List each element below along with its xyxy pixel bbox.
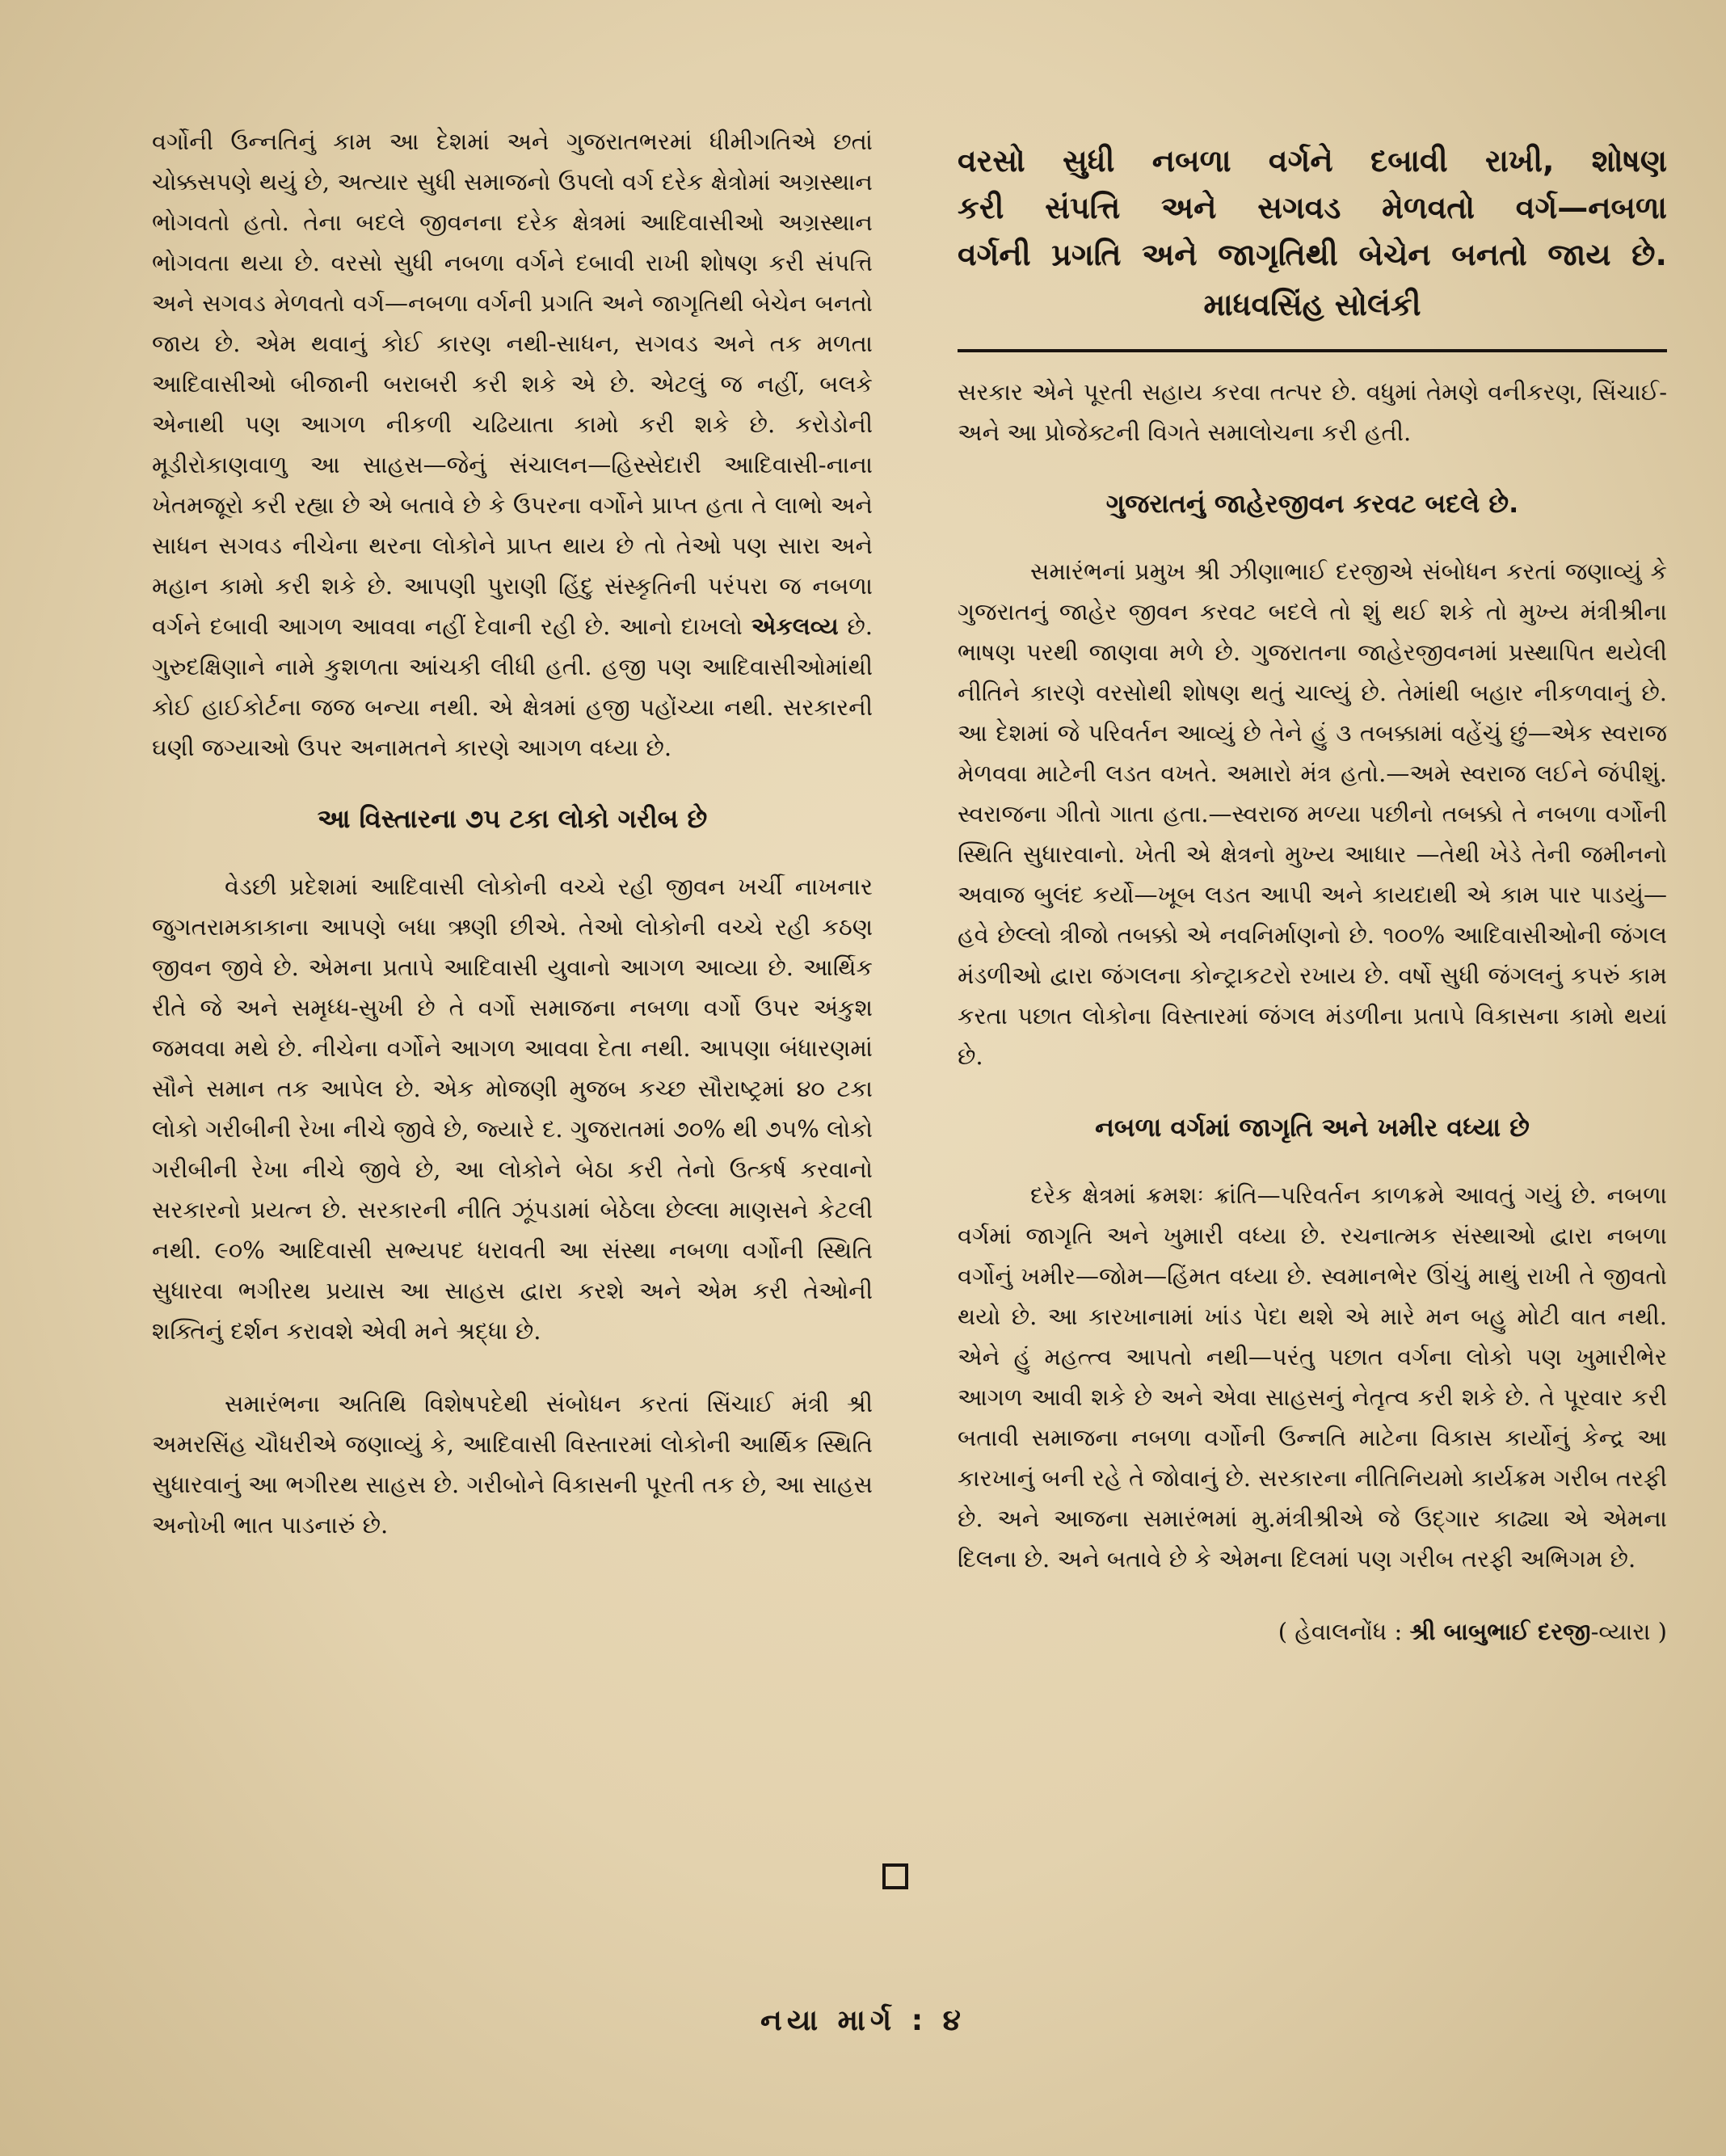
- pull-quote-line-1: વરસો સુધી નબળા વર્ગને દબાવી રાખી, શોષણ: [958, 143, 1667, 179]
- right-column: [958, 121, 1667, 1652]
- left-paragraph-1-tail: છે. ગુરુદક્ષિણાને નામે કુશળતા આંચકી લીધી હતી. હજી પણ આદિવાસીઓમાંથી કોઈ હાઈકોર્ટના જજ બન્યા નથી. એ ક્ષેત્રમાં હજી પહોંચ્યા નથી. સરકારની ઘણી જગ્યાઓ ઉપર અનામતને કારણે આગળ વધ્યા છે.: [152, 613, 874, 761]
- left-column: [152, 121, 873, 1545]
- left-paragraph-3: સમારંભના અતિથિ વિશેષપદેથી સંબોધન કરતાં સિંચાઈ મંત્રી શ્રી અમરસિંહ ચૌધરીએ જણાવ્યું કે, આદિવાસી વિસ્તારમાં લોકોની આર્થિક સ્થિતિ સુધારવાનું આ ભગીરથ સાહસ છે. ગરીબોને વિકાસની પૂરતી તક છે, આ સાહસ અનોખી ભાત પાડનારું છે.: [152, 1390, 873, 1539]
- credit-name: શ્રી બાબુભાઈ દરજી: [1409, 1618, 1591, 1645]
- credit-suffix: -વ્યારા ): [1590, 1618, 1667, 1645]
- eklavya-highlight: એકલવ્ય: [751, 613, 839, 640]
- page-footer: નયા માર્ગ : ૪: [760, 2004, 966, 2037]
- pull-quote: [958, 121, 1667, 352]
- right-subheading-1: ગુજરાતનું જાહેરજીવન કરવટ બદલે છે.: [1105, 488, 1519, 519]
- pull-quote-line-2: કરી સંપત્તિ અને સગવડ મેળવતો વર્ગ—નબળા: [958, 190, 1667, 225]
- right-paragraph-2: સમારંભનાં પ્રમુખ શ્રી ઝીણાભાઈ દરજીએ સંબોધન કરતાં જણાવ્યું કે ગુજરાતનું જાહેર જીવન કરવટ બદલે તો શું થઈ શકે તો મુખ્ય મંત્રીશ્રીના ભાષણ પરથી જાણવા મળે છે. ગુજરાતના જાહેરજીવનમાં પ્રસ્થાપિત થયેલી નીતિને કારણે વરસોથી શોષણ થતું ચાલ્યું છે. તેમાંથી બહાર નીકળવાનું છે. આ દેશમાં જે પરિવર્તન આવ્યું છે તેને હું ૩ તબક્કામાં વહેંચું છું—એક સ્વરાજ મેળવવા માટેની લડત વખતે. અમારો મંત્ર હતો.—અમે સ્વરાજ લઈને જંપીશું. સ્વરાજના ગીતો ગાતા હતા.—સ્વરાજ મળ્યા પછીનો તબક્કો તે નબળા વર્ગોની સ્થિતિ સુધારવાનો. ખેતી એ ક્ષેત્રનો મુખ્ય આધાર —તેથી ખેડે તેની જમીનનો અવાજ બુલંદ કર્યો—ખૂબ લડત આપી અને કાયદાથી એ કામ પાર પાડયું—હવે છેલ્લો ત્રીજો તબક્કો એ નવનિર્માણનો છે. ૧૦૦% આદિવાસીઓની જંગલ મંડળીઓ દ્વારા જંગલના કોન્ટ્રાકટરો રખાય છે. વર્ષો સુધી જંગલનું કપરું કામ કરતા પછાત લોકોના વિસ્તારમાં જંગલ મંડળીના પ્રતાપે વિકાસના કામો થયાં છે.: [958, 558, 1667, 1070]
- pull-quote-author: માધવસિંહ સોલંકી: [1203, 287, 1421, 322]
- right-subheading-2: નબળા વર્ગમાં જાગૃતિ અને ખમીર વધ્યા છે: [1095, 1112, 1530, 1143]
- left-paragraph-1-text: વર્ગોની ઉન્નતિનું કામ આ દેશમાં અને ગુજરાતભરમાં ધીમીગતિએ છતાં ચોક્કસપણે થયું છે, અત્યાર સુધી સમાજનો ઉપલો વર્ગ દરેક ક્ષેત્રોમાં અગ્રસ્થાન ભોગવતો હતો. તેના બદલે જીવનના દરેક ક્ષેત્રમાં આદિવાસીઓ અગ્રસ્થાન ભોગવતા થયા છે. વરસો સુધી નબળા વર્ગને દબાવી રાખી શોષણ કરી સંપત્તિ અને સગવડ મેળવતો વર્ગ—નબળા વર્ગની પ્રગતિ અને જાગૃતિથી બેચેન બનતો જાય છે. એમ થવાનું કોઈ કારણ નથી-સાધન, સગવડ અને તક મળતા આદિવાસીઓ બીજાની બરાબરી કરી શકે એ છે. એટલું જ નહીં, બલકે એનાથી પણ આગળ નીકળી ચઢિયાતા કામો કરી શકે છે. કરોડોની મૂડીરોકાણવાળુ આ સાહસ—જેનું સંચાલન—હિસ્સેદારી આદિવાસી-નાના ખેતમજૂરો કરી રહ્યા છે એ બતાવે છે કે ઉપરના વર્ગોને પ્રાપ્ત હતા તે લાભો અને સાધન સગવડ નીચેના થરના લોકોને પ્રાપ્ત થાય છે તો તેઓ પણ સારા અને મહાન કામો કરી શકે છે. આપણી પુરાણી હિંદુ સંસ્કૃતિની પરંપરા જ નબળા વર્ગને દબાવી આગળ આવવા નહીં દેવાની રહી છે. આનો દાખલો: [152, 128, 873, 640]
- end-of-article-square-icon: [882, 1863, 908, 1889]
- right-paragraph-3: દરેક ક્ષેત્રમાં ક્રમશઃ ક્રાંતિ—પરિવર્તન કાળક્રમે આવતું ગયું છે. નબળા વર્ગમાં જાગૃતિ અને ખુમારી વધ્યા છે. રચનાત્મક સંસ્થાઓ દ્વારા નબળા વર્ગોનું ખમીર—જોમ—હિંમત વધ્યા છે. સ્વમાનભેર ઊંચું માથું રાખી તે જીવતો થયો છે. આ કારખાનામાં ખાંડ પેદા થશે એ મારે મન બહુ મોટી વાત નથી. એને હું મહત્ત્વ આપતો નથી—પરંતુ પછાત વર્ગના લોકો પણ ખુમારીભેર આગળ આવી શકે છે અને એવા સાહસનું નેતૃત્વ કરી શકે છે. તે પૂરવાર કરી બતાવી સમાજના નબળા વર્ગોની ઉન્નતિ માટેના વિકાસ કાર્યોનું કેન્દ્ર આ કારખાનું બની રહે તે જોવાનું છે. સરકારના નીતિનિયમો કાર્યક્રમ ગરીબ તરફી છે. અને આજના સમારંભમાં મુ.મંત્રીશ્રીએ જે ઉદ્ગાર કાઢ્યા એ એમના દિલના છે. અને બતાવે છે કે એમના દિલમાં પણ ગરીબ તરફી અભિગમ છે.: [958, 1181, 1667, 1573]
- left-subheading: આ વિસ્તારના ૭૫ ટકા લોકો ગરીબ છે: [317, 803, 708, 834]
- credit-prefix: ( હેવાલનોંધ :: [1278, 1618, 1403, 1645]
- right-paragraph-1: સરકાર એને પૂરતી સહાય કરવા તત્પર છે. વધુમાં તેમણે વનીકરણ, સિંચાઈ-અને આ પ્રોજેક્ટની વિગતે સમાલોચના કરી હતી.: [958, 378, 1667, 446]
- left-paragraph-1: [152, 121, 873, 768]
- report-credit: [958, 1611, 1667, 1652]
- left-paragraph-2: વેડછી પ્રદેશમાં આદિવાસી લોકોની વચ્ચે રહી જીવન ખર્ચી નાખનાર જુગતરામકાકાના આપણે બધા ઋણી છીએ. તેઓ લોકોની વચ્ચે રહી કઠણ જીવન જીવે છે. એમના પ્રતાપે આદિવાસી યુવાનો આગળ આવ્યા છે. આર્થિક રીતે જે અને સમૃધ્ધ-સુખી છે તે વર્ગો સમાજના નબળા વર્ગો ઉપર અંકુશ જમવવા મથે છે. નીચેના વર્ગોને આગળ આવવા દેતા નથી. આપણા બંધારણમાં સૌને સમાન તક આપેલ છે. એક મોજણી મુજબ કચ્છ સૌરાષ્ટ્રમાં ૪૦ ટકા લોકો ગરીબીની રેખા નીચે જીવે છે, જ્યારે દ. ગુજરાતમાં ૭૦% થી ૭૫% લોકો ગરીબીની રેખા નીચે જીવે છે, આ લોકોને બેઠા કરી તેનો ઉત્કર્ષ કરવાનો સરકારનો પ્રયત્ન છે. સરકારની નીતિ ઝૂંપડામાં બેઠેલા છેલ્લા માણસને કેટલી નથી. ૯૦% આદિવાસી સભ્યપદ ધરાવતી આ સંસ્થા નબળા વર્ગોની સ્થિતિ સુધારવા ભગીરથ પ્રયાસ આ સાહસ દ્વારા કરશે અને એમ કરી તેઓની શક્તિનું દર્શન કરાવશે એવી મને શ્રદ્ધા છે.: [152, 873, 873, 1345]
- pull-quote-line-3: વર્ગની પ્રગતિ અને જાગૃતિથી બેચેન બનતો જાય છે.: [958, 237, 1667, 272]
